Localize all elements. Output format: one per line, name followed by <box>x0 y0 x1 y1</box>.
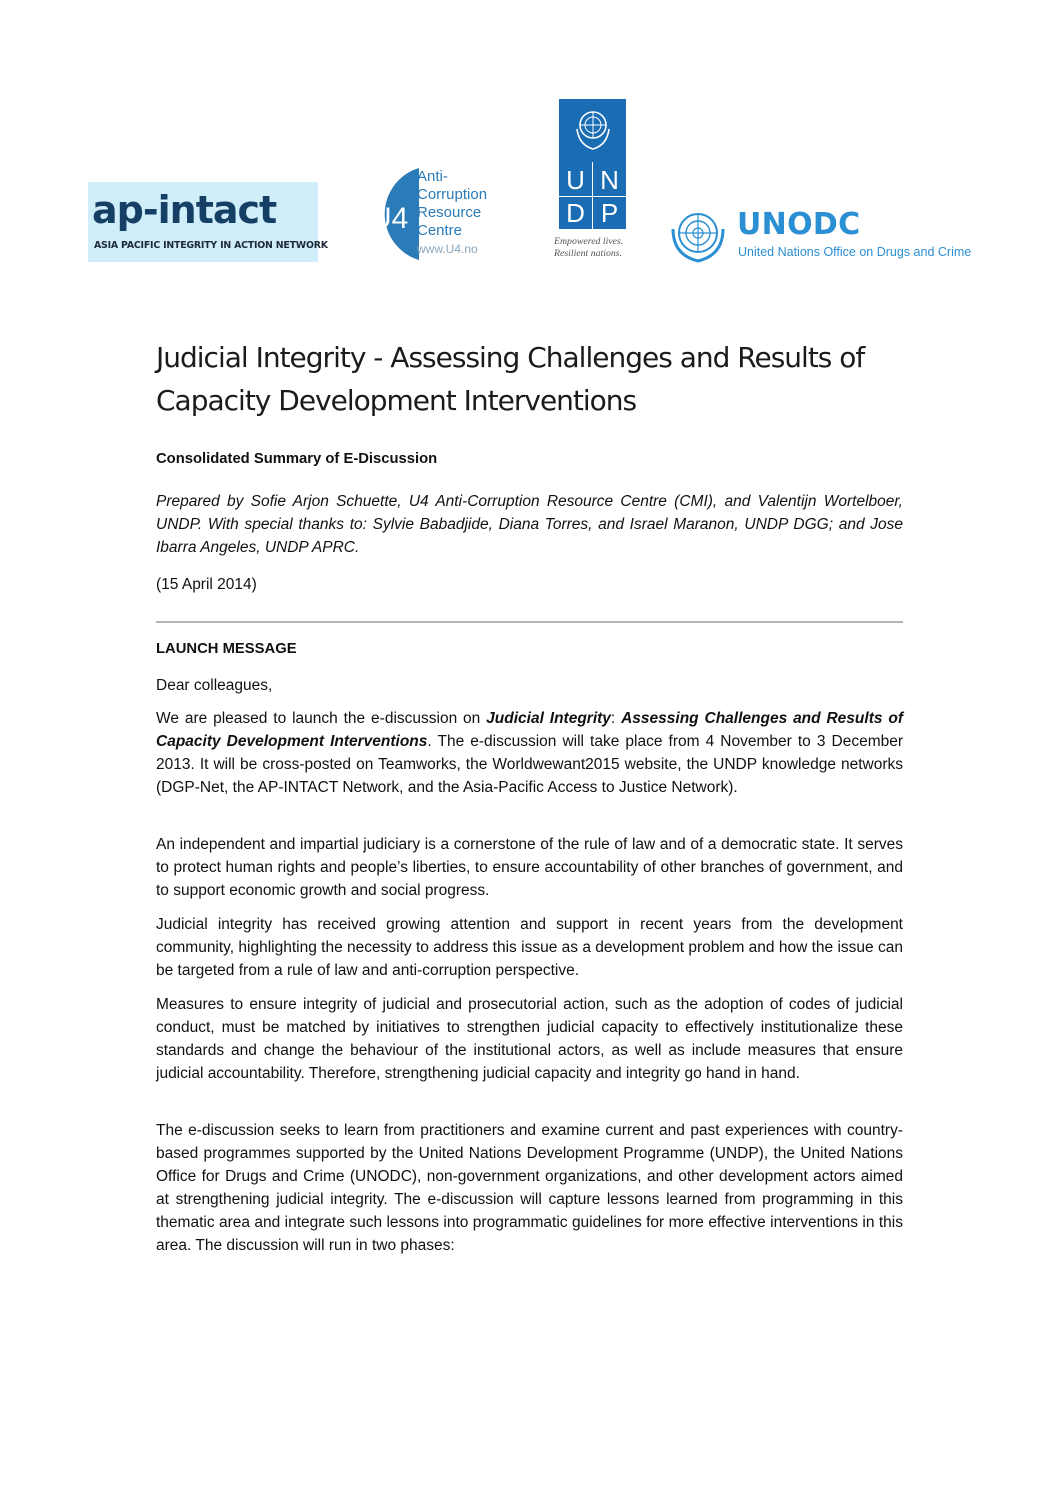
undp-letter: D <box>566 198 585 228</box>
ap-intact-tagline: ASIA PACIFIC INTEGRITY IN ACTION NETWORK <box>94 240 328 251</box>
u4-line: Anti- <box>417 168 448 185</box>
discussion-topic: Judicial Integrity <box>486 710 611 727</box>
u4-line: Resource <box>417 204 482 221</box>
u4-mark: U4 <box>370 202 409 235</box>
un-emblem-icon <box>667 205 729 265</box>
horizontal-rule <box>156 621 903 623</box>
prepared-by: Prepared by Sofie Arjon Schuette, U4 Anti-Corruption Resource Centre (CMI), and Valentijn Wortelboer, UNDP. With special thanks to: Sylvie Babadjide, Diana Torres, and Israel Maranon, UNDP DGG; and Jose Ibarra Angeles, UNDP APRC. <box>156 493 903 556</box>
salutation: Dear colleagues, <box>156 677 273 694</box>
undp-tagline <box>554 236 623 260</box>
u4-name <box>417 168 487 258</box>
u4-logo <box>355 165 505 265</box>
u4-line: Centre <box>417 222 463 239</box>
ap-intact-wordmark: ap-intact <box>92 188 277 232</box>
undp-letter: P <box>600 198 619 228</box>
paragraph: Measures to ensure integrity of judicial and prosecutorial action, such as the adoption of codes of judicial conduct, must be matched by initiatives to strengthen judicial capacity to effectively institutionalize these standards and change the behaviour of the institutional actors, as well as include measures that ensure judicial accountability. Therefore, strengthening judicial capacity and integrity go hand in hand. <box>156 996 903 1082</box>
unodc-name: UNODC <box>737 207 861 242</box>
discussion-topic: Assessing Challenges and Results of Capacity Development Interventions <box>156 710 903 750</box>
paragraph <box>156 707 903 799</box>
undp-logo <box>559 99 626 229</box>
paragraph: An independent and impartial judiciary is a cornerstone of the rule of law and of a democratic state. It serves to protect human rights and people’s liberties, to ensure accountability of other branches of government, and to support economic growth and social progress. <box>156 836 903 899</box>
paragraph-text: : <box>610 710 622 727</box>
document-title: Judicial Integrity - Assessing Challenges and Results of Capacity Development Interventions <box>156 341 865 417</box>
u4-line: Corruption <box>417 186 488 203</box>
paragraph: Judicial integrity has received growing attention and support in recent years from the development community, highlighting the necessity to address this issue as a development problem and how the issue can be targeted from a rule of law and anti-corruption perspective. <box>156 916 903 979</box>
section-heading: LAUNCH MESSAGE <box>156 641 297 657</box>
undp-letter: U <box>566 165 585 195</box>
paragraph-text: . The e-discussion will take place from 4 November to 3 December 2013. It will be cross-posted on Teamworks, the Worldwewant2015 website, the UNDP knowledge networks (DGP-Net, the AP-INTACT Network, and the Asia-Pacific Access to Justice Network). <box>156 733 904 796</box>
unodc-logo <box>667 205 977 265</box>
undp-divider <box>559 196 626 197</box>
document-date: (15 April 2014) <box>156 576 257 593</box>
u4-url: www.U4.no <box>417 242 478 256</box>
paragraph: The e-discussion seeks to learn from practitioners and examine current and past experiences with country-based programmes supported by the United Nations Development Programme (UNDP), the United Nations Office for Drugs and Crime (UNODC), non-government organizations, and other development actors aimed at strengthening judicial integrity. The e-discussion will capture lessons learned from programming in this thematic area and integrate such lessons into programmatic guidelines for more effective interventions in this area. The discussion will run in two phases: <box>156 1122 903 1254</box>
ap-intact-logo <box>88 182 328 262</box>
un-emblem-icon <box>571 105 615 155</box>
unodc-full-name: United Nations Office on Drugs and Crime <box>738 245 972 259</box>
document-subtitle: Consolidated Summary of E-Discussion <box>156 451 438 467</box>
undp-tagline-line: Resilient nations. <box>554 248 623 259</box>
paragraph-text: We are pleased to launch the e-discussion on <box>156 710 487 727</box>
undp-letter: N <box>600 165 619 195</box>
undp-tagline-line: Empowered lives. <box>554 236 624 247</box>
